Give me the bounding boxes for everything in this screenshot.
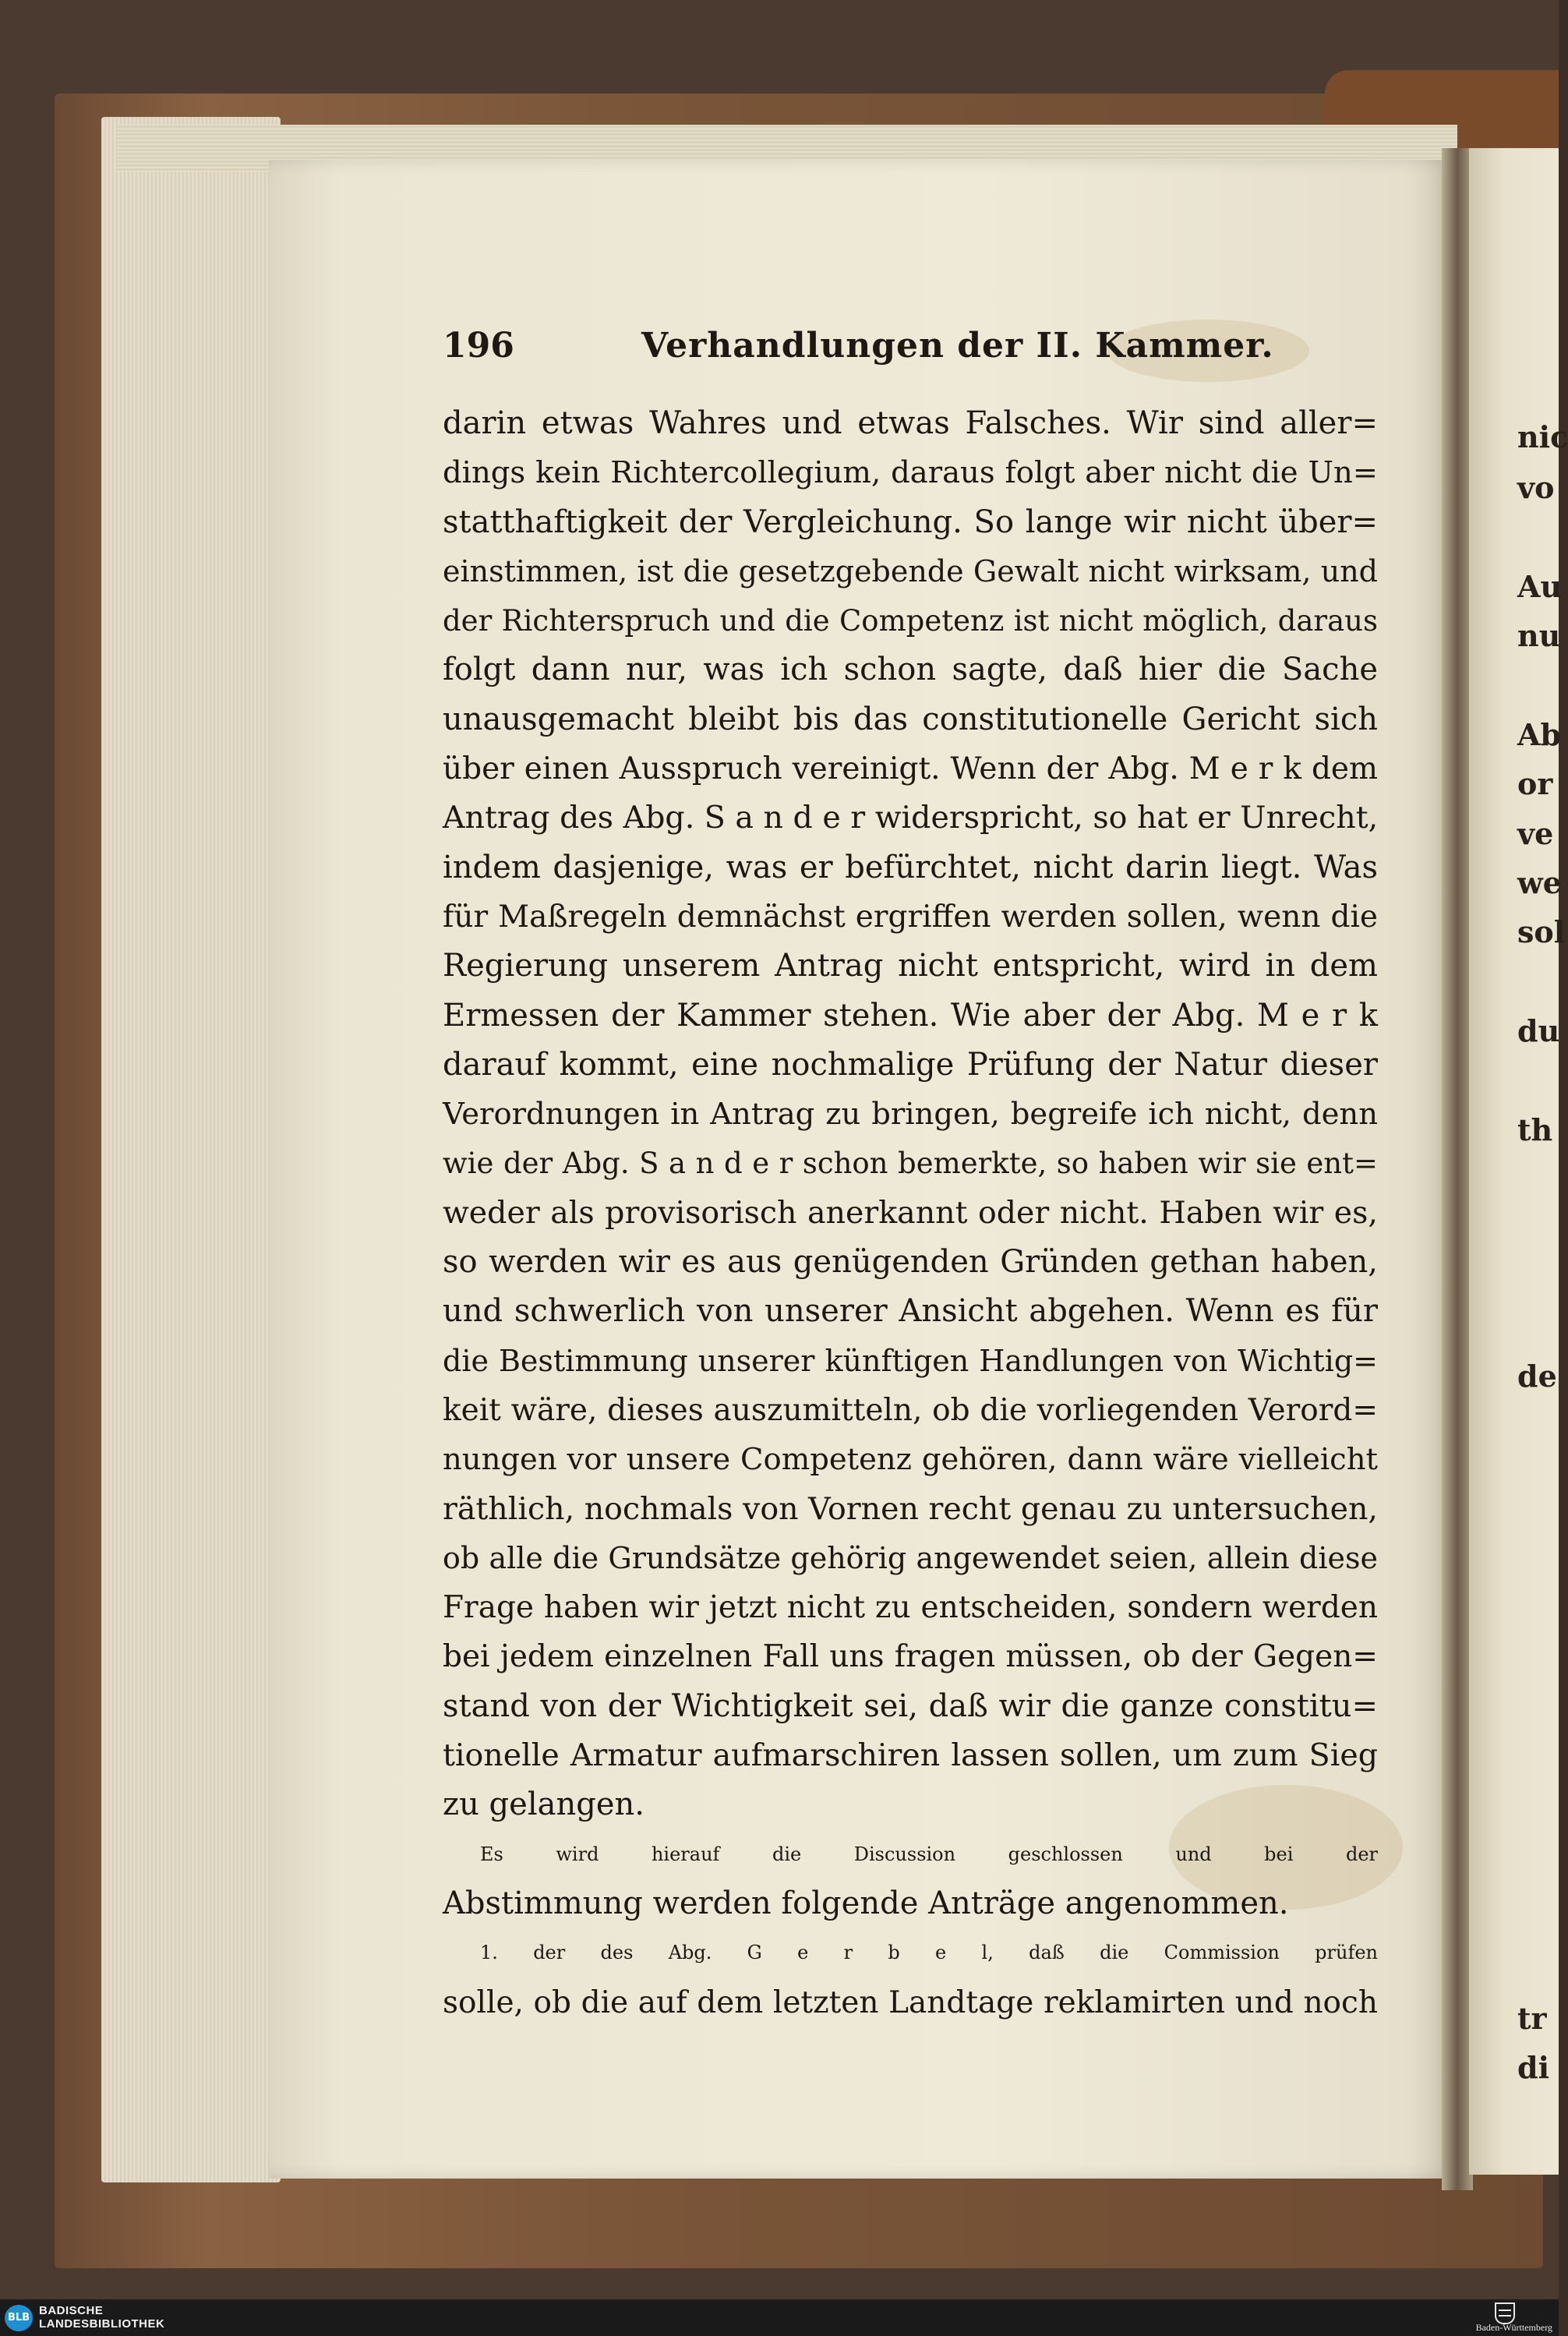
facing-fragment: or <box>1517 766 1553 801</box>
library-name-line2: LANDESBIBLIOTHEK <box>39 2317 165 2331</box>
baden-wuerttemberg-logo[interactable] <box>1436 2301 1552 2335</box>
page-edges <box>101 117 281 2182</box>
text-line: stand von der Wichtigkeit sei, daß wir die ganze constitu= <box>443 1688 1378 1724</box>
viewer-footer <box>0 2299 1559 2336</box>
text-line: Regierung unserem Antrag nicht entspricht, wird in dem <box>443 948 1378 984</box>
text-line: statthaftigkeit der Vergleichung. So lange wir nicht über= <box>443 504 1378 540</box>
text-line: dings kein Richtercollegium, daraus folgt aber nicht die Un= <box>443 455 1378 491</box>
text-line: und schwerlich von unserer Ansicht abgehen. Wenn es für <box>443 1293 1378 1330</box>
facing-fragment: nic <box>1517 419 1568 454</box>
text-line: so werden wir es aus genügenden Gründen gethan haben, <box>443 1244 1378 1281</box>
page-body-text <box>443 399 1378 2027</box>
library-name <box>39 2304 164 2331</box>
text-line: keit wäre, dieses auszumitteln, ob die vorliegenden Verord= <box>443 1392 1378 1428</box>
text-line: folgt dann nur, was ich schon sagte, daß hier die Sache <box>443 652 1378 688</box>
text-line: einstimmen, ist die gesetzgebende Gewalt nicht wirksam, und <box>443 553 1378 588</box>
facing-fragment: we <box>1517 865 1562 900</box>
facing-fragment: ve <box>1517 816 1554 851</box>
text-line: darin etwas Wahres und etwas Falsches. Wir sind aller= <box>443 405 1378 441</box>
text-line: bei jedem einzelnen Fall uns fragen müssen, ob der Gegen= <box>443 1639 1378 1675</box>
text-line: weder als provisorisch anerkannt oder nicht. Haben wir es, <box>443 1194 1378 1231</box>
text-line: Verordnungen in Antrag zu bringen, begreife ich nicht, denn <box>443 1097 1378 1133</box>
text-line: über einen Ausspruch vereinigt. Wenn der Abg. M e r k dem <box>443 751 1378 787</box>
text-line: der Richterspruch und die Competenz ist nicht möglich, daraus <box>443 604 1378 638</box>
text-line: die Bestimmung unserer künftigen Handlungen von Wichtig= <box>443 1343 1378 1378</box>
page-header <box>443 326 1378 373</box>
book-gutter <box>1442 148 1473 2190</box>
text-line: solle, ob die auf dem letzten Landtage reklamirten und noch <box>443 1984 1378 2020</box>
facing-fragment: de <box>1517 1359 1557 1394</box>
page-number: 196 <box>443 326 514 366</box>
text-line: unausgemacht bleibt bis das constitutionelle Gericht sich <box>443 701 1378 737</box>
text-line: Abstimmung werden folgende Anträge angenommen. <box>443 1885 1289 1921</box>
text-line: Frage haben wir jetzt nicht zu entscheiden, sondern werden <box>443 1590 1378 1626</box>
facing-fragment: Ab <box>1517 717 1562 752</box>
facing-fragment: sol <box>1517 914 1566 949</box>
facing-fragment: nu <box>1517 618 1561 653</box>
facing-page <box>1469 148 1568 2175</box>
facing-fragment: di <box>1517 2050 1550 2085</box>
text-line: 1. der des Abg. G e r b e l, daß die Commission prüfen <box>480 1942 1378 1964</box>
text-line: darauf kommt, eine nochmalige Prüfung der Natur dieser <box>443 1046 1378 1083</box>
facing-fragment: du <box>1517 1013 1560 1048</box>
text-line: zu gelangen. <box>443 1786 645 1823</box>
partner-name: Baden-Württemberg <box>1475 2322 1552 2333</box>
text-line: räthlich, nochmals von Vornen recht genau zu untersuchen, <box>443 1490 1378 1527</box>
facing-fragment: Au <box>1517 569 1563 604</box>
text-line: wie der Abg. S a n d e r schon bemerkte, so haben wir sie ent= <box>443 1147 1378 1181</box>
text-line: indem dasjenige, was er befürchtet, nicht darin liegt. Was <box>443 849 1378 885</box>
text-line: nungen vor unsere Competenz gehören, dann wäre vielleicht <box>443 1442 1378 1478</box>
blb-logo[interactable]: BLB <box>5 2305 33 2331</box>
facing-fragment: tr <box>1517 2001 1547 2036</box>
text-line: tionelle Armatur aufmarschiren lassen sollen, um zum Sieg <box>443 1737 1378 1774</box>
facing-fragment: vo <box>1517 470 1555 505</box>
running-head: Verhandlungen der II. Kammer. <box>641 326 1274 366</box>
facing-fragment: th <box>1517 1112 1553 1147</box>
library-name-line1: BADISCHE <box>39 2304 104 2317</box>
crest-icon <box>1495 2302 1515 2324</box>
text-line: Antrag des Abg. S a n d e r widerspricht, so hat er Unrecht, <box>443 800 1379 836</box>
text-line: für Maßregeln demnächst ergriffen werden sollen, wenn die <box>443 899 1378 935</box>
text-line: ob alle die Grundsätze gehörig angewendet seien, allein diese <box>443 1540 1378 1575</box>
text-line: Ermessen der Kammer stehen. Wie aber der Abg. M e r k <box>443 997 1378 1034</box>
text-line: Es wird hierauf die Discussion geschlossen und bei der <box>480 1843 1378 1865</box>
